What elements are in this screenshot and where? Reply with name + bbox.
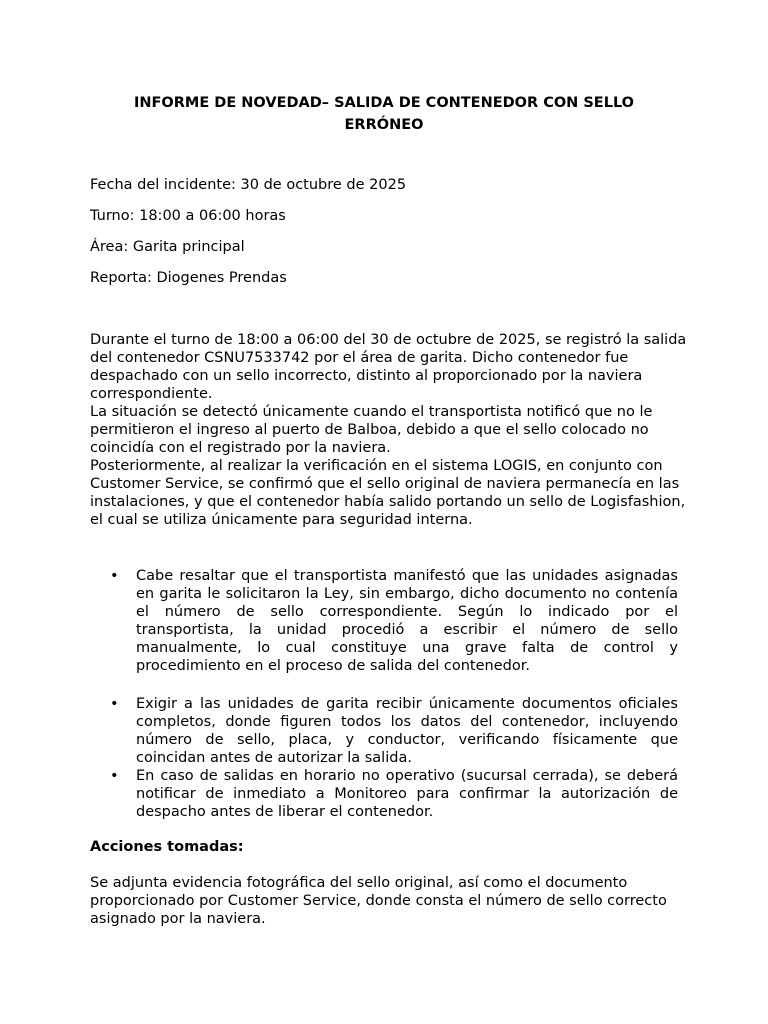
area: Área: Garita principal xyxy=(90,239,245,255)
bullet-icon: • xyxy=(110,696,119,712)
shift: Turno: 18:00 a 06:00 horas xyxy=(90,208,286,224)
list-item-text: Cabe resaltar que el transportista manifestó que las unidades asignadas en garita le solicitaron la Ley, sin embargo, dicho documento no contenía el número de sello correspondiente. Según lo indicado por el transportista, la unidad procedió a escribir el número de sello manualmente, lo cual constituye una grave falta de control y procedimiento en el proceso de salida del contenedor. xyxy=(136,568,678,674)
list-item xyxy=(90,767,678,821)
list-item-text: En caso de salidas en horario no operativo (sucursal cerrada), se deberá notificar de inmediato a Monitoreo para confirmar la autorización de despacho antes de liberar el contenedor. xyxy=(136,768,678,820)
list-item xyxy=(90,695,678,767)
paragraph: La situación se detectó únicamente cuando el transportista notificó que no le permitieron el ingreso al puerto de Balboa, debido a que el sello colocado no coincidía con el registrado por la naviera. xyxy=(90,404,653,456)
actions-heading: Acciones tomadas: xyxy=(90,839,244,855)
paragraph: Posteriormente, al realizar la verificación en el sistema LOGIS, en conjunto con Customer Service, se confirmó que el sello original de naviera permanecía en las instalaciones, y que el contenedor había salido portando un sello de Logisfashion, el cual se utiliza únicamente para seguridad interna. xyxy=(90,458,686,528)
bullet-list xyxy=(90,567,678,821)
list-item xyxy=(90,567,678,675)
bullet-icon: • xyxy=(110,768,119,784)
reporter: Reporta: Diogenes Prendas xyxy=(90,270,287,286)
actions-text: Se adjunta evidencia fotográfica del sello original, así como el documento proporcionado por Customer Service, donde consta el número de sello correcto asignado por la naviera. xyxy=(90,875,667,927)
incident-description xyxy=(90,331,690,529)
incident-date: Fecha del incidente: 30 de octubre de 2025 xyxy=(90,177,407,193)
report-title: INFORME DE NOVEDAD– SALIDA DE CONTENEDOR CON SELLO ERRÓNEO xyxy=(134,95,634,133)
list-item-text: Exigir a las unidades de garita recibir únicamente documentos oficiales completos, donde figuren todos los datos del contenedor, incluyendo número de sello, placa, y conductor, verificando físicamente que coincidan antes de autorizar la salida. xyxy=(136,696,678,766)
bullet-icon: • xyxy=(110,568,119,584)
paragraph: Durante el turno de 18:00 a 06:00 del 30 de octubre de 2025, se registró la salida del contenedor CSNU7533742 por el área de garita. Dicho contenedor fue despachado con un sello incorrecto, distinto al proporcionado por la naviera correspondiente. xyxy=(90,332,687,402)
